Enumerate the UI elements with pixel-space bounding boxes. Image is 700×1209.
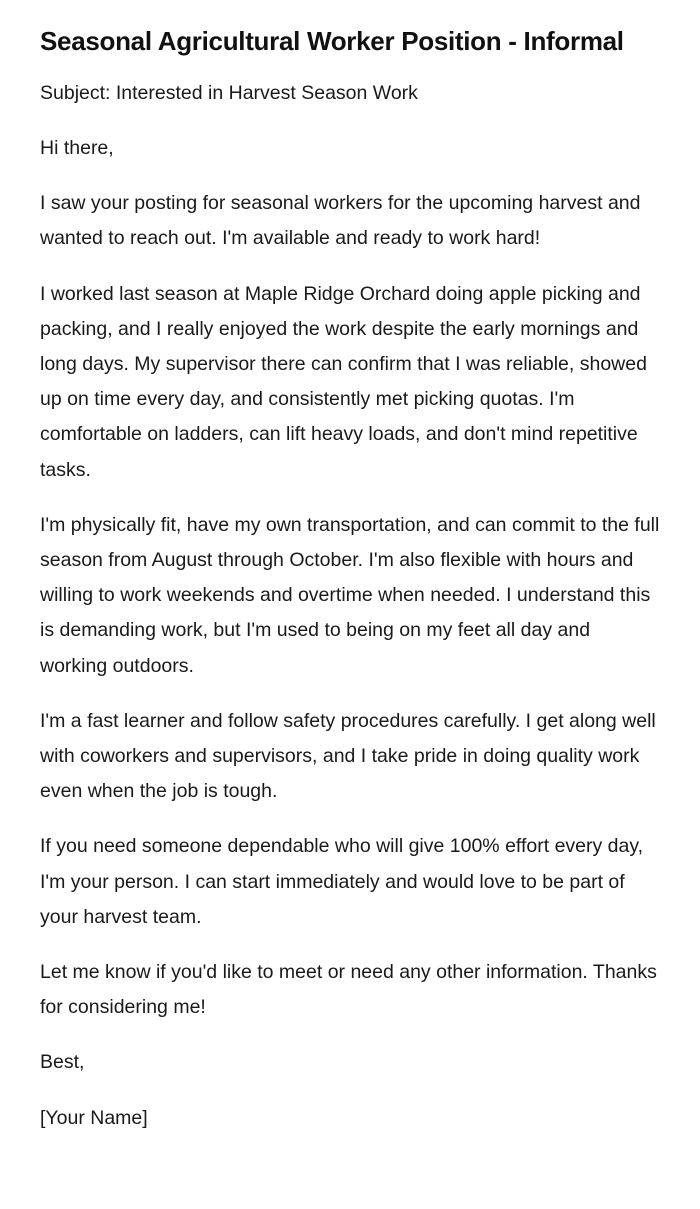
signature: [Your Name]: [40, 1106, 148, 1129]
greeting: Hi there,: [40, 137, 114, 159]
body-paragraph: I'm a fast learner and follow safety procedures carefully. I get along well with coworkers and supervisors, and I take pride in doing quality work even when the job is tough.: [40, 709, 656, 803]
body-paragraph: I saw your posting for seasonal workers for the upcoming harvest and wanted to reach out. I'm available and ready to work hard!: [40, 192, 641, 250]
body-paragraph: If you need someone dependable who will give 100% effort every day, I'm your person. I can start immediately and would love to be part of your harvest team.: [40, 835, 644, 928]
body-paragraph: Let me know if you'd like to meet or need any other information. Thanks for considering me!: [40, 961, 657, 1019]
closing: Best,: [40, 1051, 85, 1074]
page-title: Seasonal Agricultural Worker Position - Informal: [40, 26, 624, 56]
body-paragraph: I worked last season at Maple Ridge Orchard doing apple picking and packing, and I really enjoyed the work despite the early mornings and long days. My supervisor there can confirm that I was reliable, showed up on time every day, and consistently met picking quotas. I'm comfortable on ladders, can lift heavy loads, and don't mind repetitive tasks.: [40, 282, 647, 481]
subject-line: Subject: Interested in Harvest Season Work: [40, 82, 418, 104]
body-paragraph: I'm physically fit, have my own transportation, and can commit to the full season from August through October. I'm also flexible with hours and willing to work weekends and overtime when needed. I understand this is demanding work, but I'm used to being on my feet all day and working outdoors.: [40, 513, 660, 677]
